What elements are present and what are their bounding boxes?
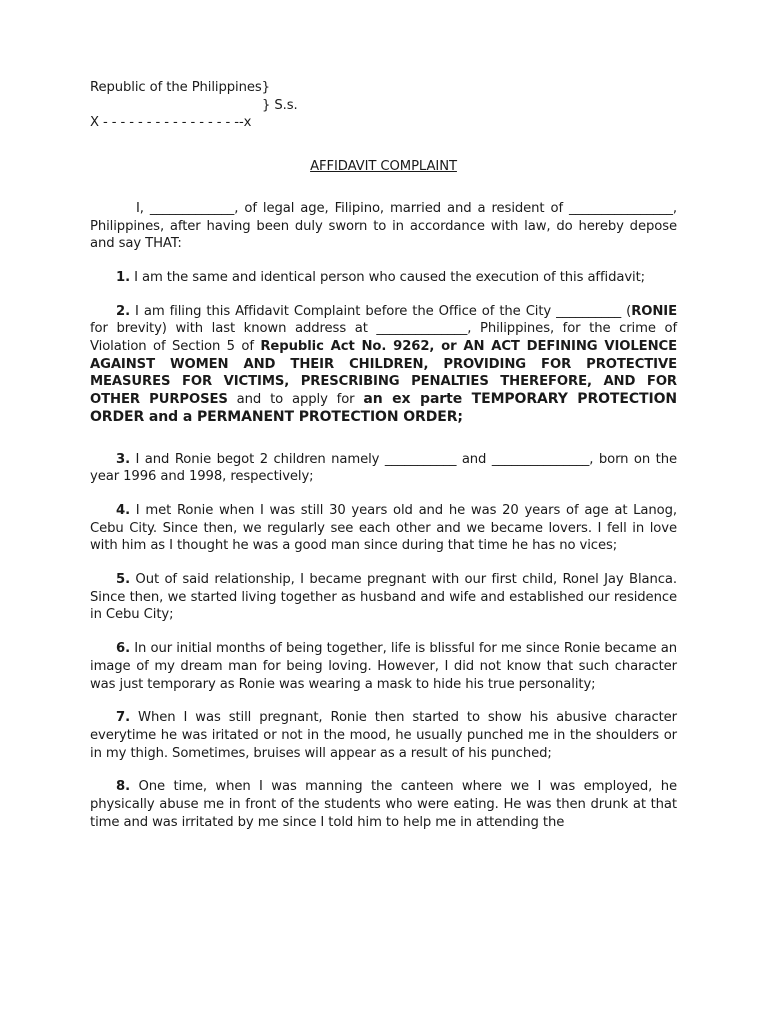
document-title: AFFIDAVIT COMPLAINT: [310, 159, 457, 175]
paragraph-text-a: I am filing this Affidavit Complaint before the Office of the City __________ (: [135, 303, 632, 319]
paragraph-3: [90, 451, 677, 486]
paragraph-4: [90, 502, 677, 555]
paragraph-6: [90, 640, 677, 693]
paragraph-text: When I was still pregnant, Ronie then started to show his abusive character everytime he was iritated or not in the mood, he usually punched me in the shoulders or in my thigh. Sometimes, bruises will appear as a result of his punched;: [90, 710, 677, 761]
paragraph-7: [90, 709, 677, 762]
paragraph-number: 8.: [116, 779, 130, 795]
paragraph-5: [90, 571, 677, 624]
intro-paragraph: [90, 200, 677, 253]
paragraph-number: 5.: [116, 572, 130, 588]
caption-block: [90, 79, 677, 132]
paragraph-2: [90, 303, 677, 427]
intro-text: I, _____________, of legal age, Filipino, married and a resident of ________________, Philippines, after having been duly sworn to in accordance with law, do hereby depose and say THAT:: [90, 200, 677, 252]
ppo-reference: PERMANENT PROTECTION ORDER;: [196, 408, 463, 425]
paragraph-8: [90, 778, 677, 831]
caption-separator: X - - - - - - - - - - - - - - - --x: [90, 115, 252, 131]
paragraph-number: 1.: [116, 269, 130, 285]
paragraph-text-c: and to apply for: [227, 392, 364, 408]
respondent-name: RONIE: [631, 303, 678, 319]
paragraph-1: [90, 269, 677, 287]
tpo-reference: an ex parte TEMPORARY PROTECTION ORDER: [90, 391, 677, 425]
paragraph-text: Out of said relationship, I became pregnant with our first child, Ronel Jay Blanca. Since then, we started living together as husband and wife and established our residence in Cebu City;: [90, 572, 678, 623]
paragraph-text: I met Ronie when I was still 30 years old and he was 20 years of age at Lanog, Cebu City. Since then, we regularly see each other and we became lovers. I fell in love with him as I thought he was a good man since during that time he has no vices;: [90, 502, 678, 554]
paragraph-text: I am the same and identical person who caused the execution of this affidavit;: [134, 269, 646, 285]
paragraph-number: 6.: [116, 641, 130, 657]
paragraph-text-d: and a: [144, 408, 197, 425]
affidavit-document: [90, 79, 677, 848]
caption-republic: Republic of the Philippines}: [90, 80, 270, 95]
paragraph-number: 7.: [116, 710, 130, 726]
paragraph-number: 4.: [116, 502, 130, 518]
paragraph-text: I and Ronie begot 2 children namely ___________ and _______________, born on the year 1996 and 1998, respectively;: [90, 451, 677, 485]
paragraph-number: 3.: [116, 451, 130, 467]
paragraph-text: One time, when I was manning the canteen where we I was employed, he physically abuse me in front of the students who were eating. He was then drunk at that time and was irritated by me since I told him to help me in attending the: [90, 779, 677, 830]
paragraph-text-b: for brevity) with last known address at ______________, Philippines, for the crime of Violation of Section 5 of: [90, 321, 677, 355]
paragraph-number: 2.: [116, 303, 130, 319]
law-reference: Republic Act No. 9262, or AN ACT DEFINING VIOLENCE AGAINST WOMEN AND THEIR CHILDREN, PROVIDING FOR PROTECTIVE MEASURES FOR VICTIMS, PRESCRIBING PENALTIES THEREFORE, AND FOR OTHER PURPOSES: [90, 339, 678, 408]
caption-ss: } S.s.: [262, 97, 298, 113]
paragraph-text: In our initial months of being together, life is blissful for me since Ronie became an image of my dream man for being loving. However, I did not know that such character was just temporary as Ronie was wearing a mask to hide his true personality;: [90, 641, 677, 692]
